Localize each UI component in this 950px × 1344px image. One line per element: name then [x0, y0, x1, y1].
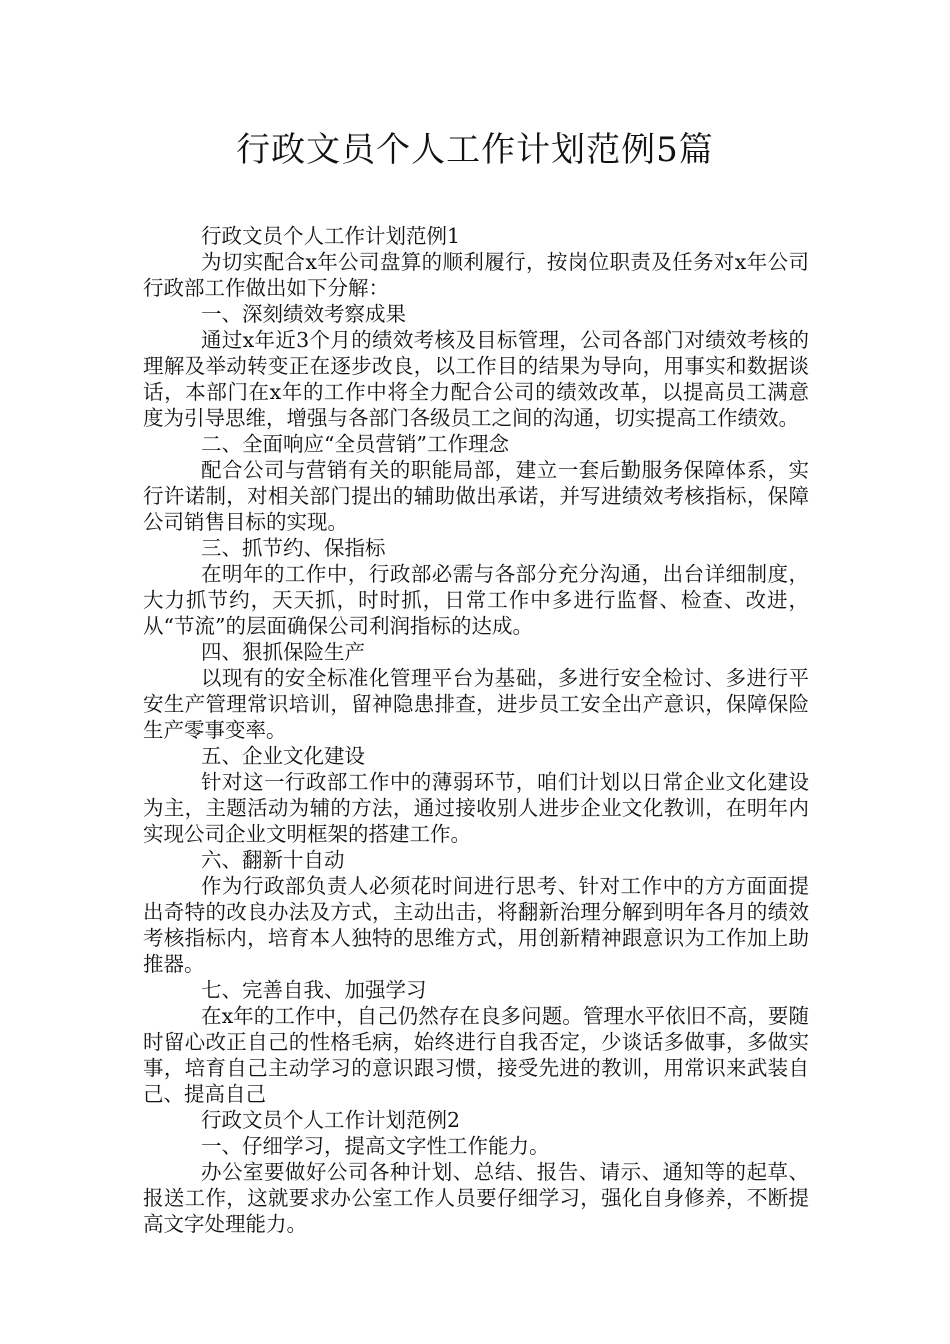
section-heading: 二、全面响应“全员营销”工作理念: [201, 432, 509, 456]
section-heading: 五、企业文化建设: [201, 744, 365, 768]
section-heading: 行政文员个人工作计划范例1: [201, 224, 461, 248]
document-body: [143, 223, 809, 1237]
section-heading: 一、仔细学习，提高文字性工作能力。: [201, 1134, 550, 1158]
body-paragraph: 配合公司与营销有关的职能局部，建立一套后勤服务保障体系，实行许诺制，对相关部门提出的辅助做出承诺，并写进绩效考核指标，保障公司销售目标的实现。: [143, 458, 809, 534]
body-paragraph: 在x年的工作中，自己仍然存在良多问题。管理水平依旧不高，要随时留心改正自己的性格毛病，始终进行自我否定，少谈话多做事，多做实事，培育自己主动学习的意识跟习惯，接受先进的教训，用常识来武装自己、提高自己: [143, 1004, 809, 1106]
section-heading: 一、深刻绩效考察成果: [201, 302, 406, 326]
body-paragraph: 在明年的工作中，行政部必需与各部分充分沟通，出台详细制度，大力抓节约，天天抓，时时抓，日常工作中多进行监督、检查、改进，从“节流”的层面确保公司利润指标的达成。: [143, 562, 809, 638]
body-paragraph: 为切实配合x年公司盘算的顺利履行，按岗位职责及任务对x年公司行政部工作做出如下分解：: [143, 250, 809, 300]
body-paragraph: 办公室要做好公司各种计划、总结、报告、请示、通知等的起草、报送工作，这就要求办公室工作人员要仔细学习，强化自身修养，不断提高文字处理能力。: [143, 1160, 809, 1236]
body-paragraph: 针对这一行政部工作中的薄弱环节，咱们计划以日常企业文化建设为主，主题活动为辅的方法，通过接收别人进步企业文化教训，在明年内实现公司企业文明框架的搭建工作。: [143, 770, 809, 846]
section-heading: 六、翻新十自动: [201, 848, 345, 872]
body-paragraph: 通过x年近3个月的绩效考核及目标管理，公司各部门对绩效考核的理解及举动转变正在逐步改良，以工作目的结果为导向，用事实和数据谈话，本部门在x年的工作中将全力配合公司的绩效改革，以提高员工满意度为引导思维，增强与各部门各级员工之间的沟通，切实提高工作绩效。: [143, 328, 809, 430]
section-heading: 三、抓节约、保指标: [201, 536, 386, 560]
section-heading: 四、狠抓保险生产: [201, 640, 365, 664]
body-paragraph: 以现有的安全标准化管理平台为基础，多进行安全检讨、多进行平安生产管理常识培训，留神隐患排查，进步员工安全出产意识，保障保险生产零事变率。: [143, 666, 809, 742]
section-heading: 行政文员个人工作计划范例2: [201, 1108, 461, 1132]
section-heading: 七、完善自我、加强学习: [201, 978, 427, 1002]
document-title: 行政文员个人工作计划范例5篇: [236, 130, 714, 170]
body-paragraph: 作为行政部负责人必须花时间进行思考、针对工作中的方方面面提出奇特的改良办法及方式，主动出击，将翻新治理分解到明年各月的绩效考核指标内，培育本人独特的思维方式，用创新精神跟意识为工作加上助推器。: [143, 874, 809, 976]
